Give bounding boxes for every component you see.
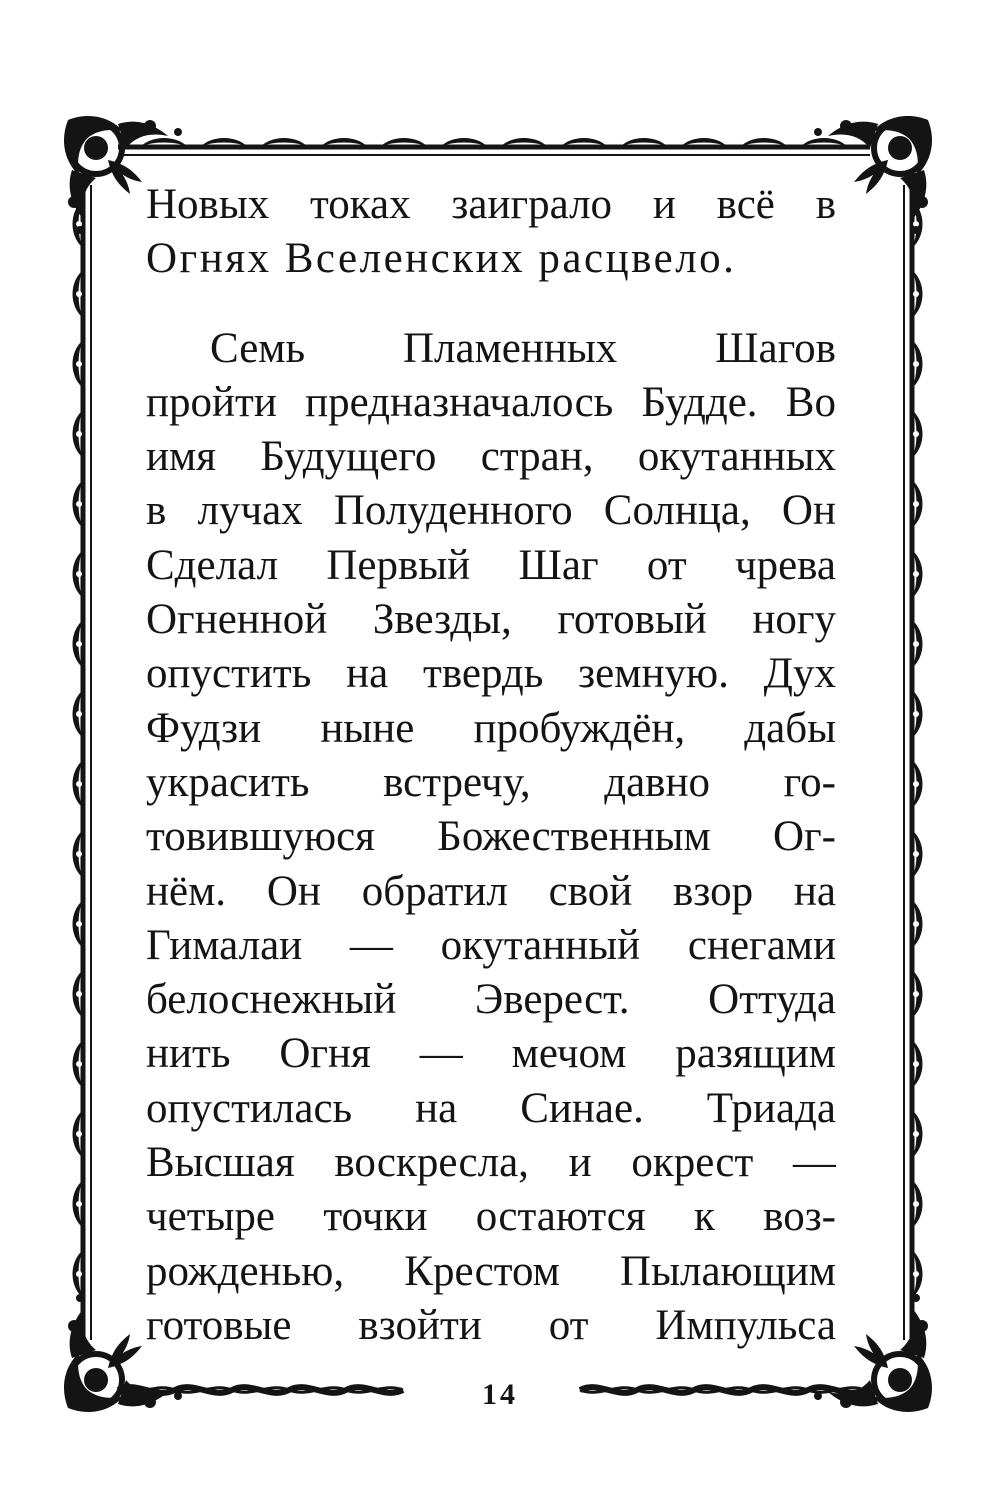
text-line: Гималаи — окутанный снегами	[146, 921, 836, 969]
text-line: Семь Пламенных Шагов	[210, 324, 836, 372]
text-line: товившуюся Божественным Ог-	[146, 813, 836, 861]
text-line: нить Огня — мечом разящим	[146, 1030, 836, 1078]
page-number: 14	[482, 1378, 518, 1411]
text-line: опустить на твердь земную. Дух	[146, 650, 836, 698]
text-line: опустилась на Синае. Триада	[146, 1084, 836, 1132]
paragraph-1	[146, 178, 836, 287]
page-text	[146, 178, 836, 1353]
text-line: готовые взойти от Импульса	[146, 1301, 836, 1349]
text-line: Сделал Первый Шаг от чрева	[146, 541, 836, 589]
text-line: имя Будущего стран, окутанных	[146, 433, 836, 481]
text-line: Огненной Звезды, готовый ногу	[146, 596, 836, 644]
text-line: в лучах Полуденного Солнца, Он	[146, 487, 836, 535]
paragraph-spacer	[146, 287, 836, 322]
text-line: четыре точки остаются к воз-	[146, 1193, 836, 1241]
text-line: пройти предназначалось Будде. Во	[146, 378, 836, 426]
text-line: Высшая воскресла, и окрест —	[146, 1139, 836, 1187]
text-line: белоснежный Эверест. Оттуда	[146, 976, 836, 1024]
text-line: нём. Он обратил свой взор на	[146, 867, 836, 915]
text-line: украсить встречу, давно го-	[146, 758, 836, 806]
text-line: Огнях Вселенских расцвело.	[146, 235, 737, 283]
text-line: рожденью, Крестом Пылающим	[146, 1247, 836, 1295]
text-line: Новых токах заиграло и всё в	[146, 181, 836, 228]
text-line: Фудзи ныне пробуждён, дабы	[146, 704, 836, 752]
paragraph-2	[146, 322, 836, 1354]
